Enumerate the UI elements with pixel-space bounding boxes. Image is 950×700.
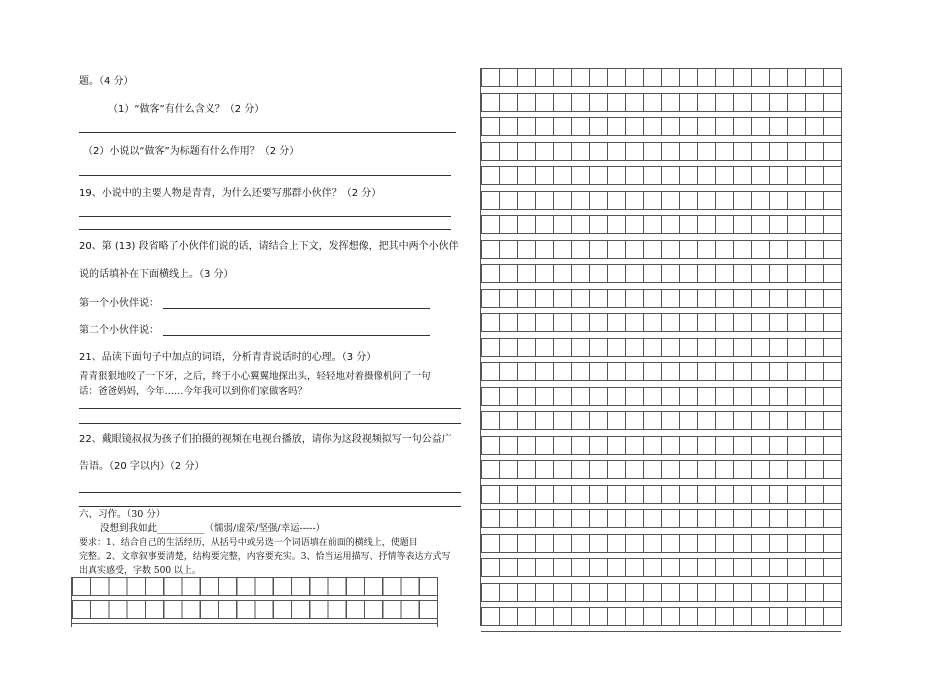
answer-line-q18-1[interactable] bbox=[79, 132, 456, 133]
grid-row[interactable] bbox=[481, 215, 841, 234]
grid-row[interactable] bbox=[481, 436, 841, 455]
grid-row[interactable] bbox=[481, 240, 841, 259]
grid-row[interactable] bbox=[481, 534, 841, 553]
prompt-text: 没想到我如此 bbox=[100, 523, 158, 534]
q18-part2: （2）小说以“做客”为标题有什么作用？（2 分） bbox=[83, 146, 300, 157]
question-20-line1: 20、第 (13) 段省略了小伙伴们说的话，请结合上下文，发挥想像，把其中两个小伙伴 bbox=[79, 241, 459, 252]
grid-row[interactable] bbox=[481, 117, 841, 136]
q20-second-friend-label: 第二个小伙伴说： bbox=[79, 325, 159, 336]
grid-row[interactable] bbox=[481, 313, 841, 332]
answer-line-q21-a[interactable] bbox=[79, 408, 461, 409]
q20-first-friend-label: 第一个小伙伴说： bbox=[79, 298, 159, 309]
grid-row[interactable] bbox=[481, 583, 841, 602]
grid-row[interactable] bbox=[481, 289, 841, 308]
q18-part1: （1）“做客”有什么含义？（2 分） bbox=[108, 104, 265, 115]
grid-row[interactable] bbox=[481, 362, 841, 381]
grid-row[interactable] bbox=[481, 485, 841, 504]
grid-row[interactable] bbox=[481, 68, 841, 87]
grid-row[interactable] bbox=[481, 509, 841, 528]
grid-row[interactable] bbox=[481, 387, 841, 406]
grid-row[interactable] bbox=[481, 264, 841, 283]
answer-line-q20-second[interactable] bbox=[163, 335, 430, 336]
grid-row[interactable] bbox=[72, 577, 437, 596]
question-20-line2: 说的话填补在下面横线上。（3 分） bbox=[79, 269, 234, 280]
question-22-line2: 告语。（20 字以内）（2 分） bbox=[79, 461, 205, 472]
grid-row[interactable] bbox=[481, 93, 841, 112]
question-21: 21、品读下面句子中加点的词语，分析青青说话时的心理。（3 分） bbox=[79, 352, 377, 363]
word-options: （懦弱/虚荣/坚强/幸运-----） bbox=[204, 523, 326, 534]
left-writing-grid[interactable] bbox=[71, 577, 438, 627]
answer-line-q18-2[interactable] bbox=[79, 175, 451, 176]
answer-line-q19-a[interactable] bbox=[79, 216, 451, 217]
answer-line-q22-b[interactable] bbox=[79, 506, 461, 507]
answer-line-q19-b[interactable] bbox=[79, 229, 451, 230]
section-6-req-line3: 出真实感受，字数 500 以上。 bbox=[79, 566, 201, 576]
question-19: 19、小说中的主要人物是青青，为什么还要写那群小伙伴？（2 分） bbox=[79, 188, 382, 199]
section-6-title: 六、习作。（30 分） bbox=[79, 509, 166, 520]
answer-line-q22-a[interactable] bbox=[79, 492, 461, 493]
question-22-line1: 22、戴眼镜叔叔为孩子们拍摄的视频在电视台播放，请你为这段视频拟写一句公益广 bbox=[79, 434, 452, 445]
grid-row[interactable] bbox=[481, 558, 841, 577]
grid-row[interactable] bbox=[481, 607, 841, 626]
grid-row[interactable] bbox=[481, 142, 841, 161]
right-writing-grid[interactable] bbox=[480, 68, 842, 626]
section-6-prompt bbox=[100, 522, 325, 536]
grid-row[interactable] bbox=[72, 600, 437, 619]
title-blank[interactable]: __________ bbox=[157, 523, 205, 534]
answer-line-q21-b[interactable] bbox=[79, 423, 461, 424]
q18-tail: 题。（4 分） bbox=[79, 76, 134, 87]
answer-line-q20-first[interactable] bbox=[163, 308, 430, 309]
q21-quote-line2: 话：爸爸妈妈，今年……今年我可以到你们家做客吗？ bbox=[79, 386, 308, 397]
q21-quote-line1: 青青狠狠地咬了一下牙，之后，终于小心翼翼地探出头，轻轻地对着摄像机问了一句 bbox=[79, 371, 431, 382]
grid-row[interactable] bbox=[481, 191, 841, 210]
section-6-req-line1: 要求：1、结合自己的生活经历，从括号中或另选一个词语填在前面的横线上，使题目 bbox=[79, 538, 418, 548]
grid-row[interactable] bbox=[481, 338, 841, 357]
grid-row[interactable] bbox=[481, 166, 841, 185]
grid-row[interactable] bbox=[481, 411, 841, 430]
grid-row[interactable] bbox=[481, 460, 841, 479]
section-6-req-line2: 完整。2、文章叙事要清楚，结构要完整，内容要充实。3、恰当运用描写、抒情等表达方式写 bbox=[79, 552, 451, 562]
